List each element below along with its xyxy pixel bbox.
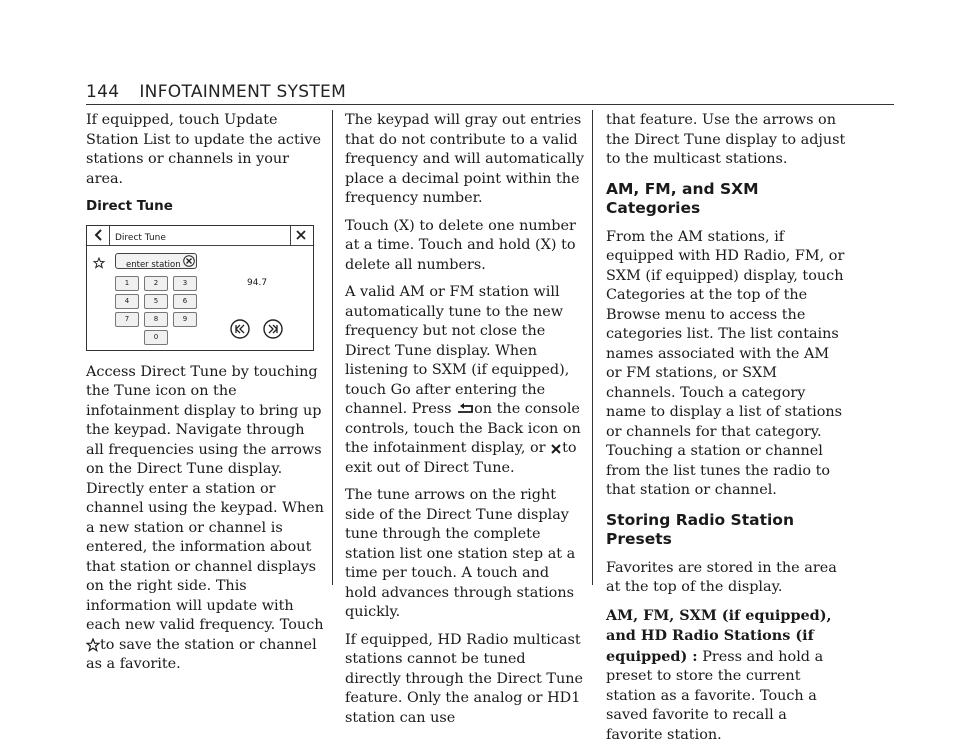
keypad-key-7: 7 [115, 312, 139, 327]
update-station-list-paragraph: If equipped, touch Update Station List to update the active stations or channels in your area. [86, 112, 321, 187]
direct-tune-text: Access Direct Tune by touching the Tune icon on the infotainment display to bring up the keypad. Navigate through all frequencies using the arrows on the Direct Tune display. Directly enter a station or channel using the keypad. When a new station or channel is entered, the information about that station or channel displays on the right side. This information will update with each new valid frequency. Touch [86, 363, 324, 633]
page-header [86, 82, 894, 102]
keypad-key-8: 8 [144, 312, 168, 327]
preset-store-label: AM, FM, SXM (if equipped), and HD Radio Stations (if equipped) : [606, 606, 832, 665]
favorite-star-icon [86, 638, 100, 652]
close-icon [295, 229, 307, 241]
valid-station-text-end: to exit out of Direct Tune. [345, 440, 577, 476]
preset-store-text: Press and hold a preset to store the current station as a favorite. Touch a saved favorite to recall a favorite station. [606, 648, 824, 743]
back-arrow-icon [92, 228, 106, 242]
valid-station-text-mid: on the console controls, touch the Back icon on the infotainment display, or [345, 401, 581, 456]
tuned-frequency: 94.7 [247, 277, 268, 288]
page-number: 144 [86, 82, 120, 102]
figure-separator [109, 226, 110, 245]
entry-placeholder: enter station [126, 259, 181, 270]
keypad-key-2: 2 [144, 276, 168, 291]
keypad-key-5: 5 [144, 294, 168, 309]
column-1 [86, 111, 326, 683]
multicast-continued-paragraph: that feature. Use the arrows on the Direct Tune display to adjust to the multicast stations. [606, 112, 846, 167]
keypad-key-6: 6 [173, 294, 197, 309]
figure-title: Direct Tune [115, 232, 166, 243]
tune-arrows-paragraph: The tune arrows on the right side of the Direct Tune display tune through the complete station list one station step at a time per touch. A touch and hold advances through stations quickly. [345, 487, 576, 620]
header-rule [86, 104, 894, 105]
back-console-icon [456, 402, 474, 416]
preset-store-paragraph [606, 606, 846, 746]
keypad-key-3: 3 [173, 276, 197, 291]
hd-multicast-paragraph: If equipped, HD Radio multicast stations cannot be tuned directly through the Direct Tune feature. Only the analog or HD1 station can use [345, 631, 584, 726]
delete-number-paragraph: Touch (X) to delete one number at a time. Touch and hold (X) to delete all numbers. [345, 217, 576, 273]
direct-tune-display-figure [86, 225, 314, 351]
figure-top-bar [87, 226, 313, 246]
column-divider-1 [332, 110, 333, 585]
categories-heading: AM, FM, and SXM Categories [606, 179, 759, 217]
delete-icon [183, 255, 195, 267]
keypad-key-1: 1 [115, 276, 139, 291]
categories-paragraph: From the AM stations, if equipped with HD Radio, FM, or SXM (if equipped) display, touch Categories at the top of the Browse menu to access the categories list. The list contains names associated with the AM or FM stations, or SXM channels. Touch a category name to display a list of stations or channels for that category. Touching a station or channel from the list tunes the radio to that station or channel. [606, 228, 845, 498]
direct-tune-heading: Direct Tune [86, 198, 173, 214]
section-title: INFOTAINMENT SYSTEM [139, 82, 347, 102]
seek-back-icon [230, 319, 250, 339]
column-divider-2 [592, 110, 593, 585]
station-entry-field [115, 253, 197, 269]
column-2 [345, 111, 585, 736]
direct-tune-text-end: to save the station or channel as a favorite. [86, 636, 317, 672]
close-icon [550, 443, 562, 455]
figure-separator [290, 226, 291, 245]
column-3 [606, 111, 846, 753]
keypad-gray-paragraph: The keypad will gray out entries that do not contribute to a valid frequency and will automatically place a decimal point within the frequency number. [345, 112, 584, 206]
keypad-key-9: 9 [173, 312, 197, 327]
favorites-paragraph: Favorites are stored in the area at the top of the display. [606, 559, 837, 595]
keypad-key-4: 4 [115, 294, 139, 309]
valid-station-paragraph [345, 283, 585, 478]
keypad-key-0: 0 [144, 330, 168, 345]
direct-tune-paragraph [86, 363, 326, 675]
valid-station-text: A valid AM or FM station will automatically tune to the new frequency but not close the Direct Tune display. When listening to SXM (if equipped), touch Go after entering the channel. Press [345, 284, 570, 417]
presets-heading: Storing Radio Station Presets [606, 510, 794, 548]
seek-forward-icon [263, 319, 283, 339]
favorite-star-icon [93, 257, 105, 269]
